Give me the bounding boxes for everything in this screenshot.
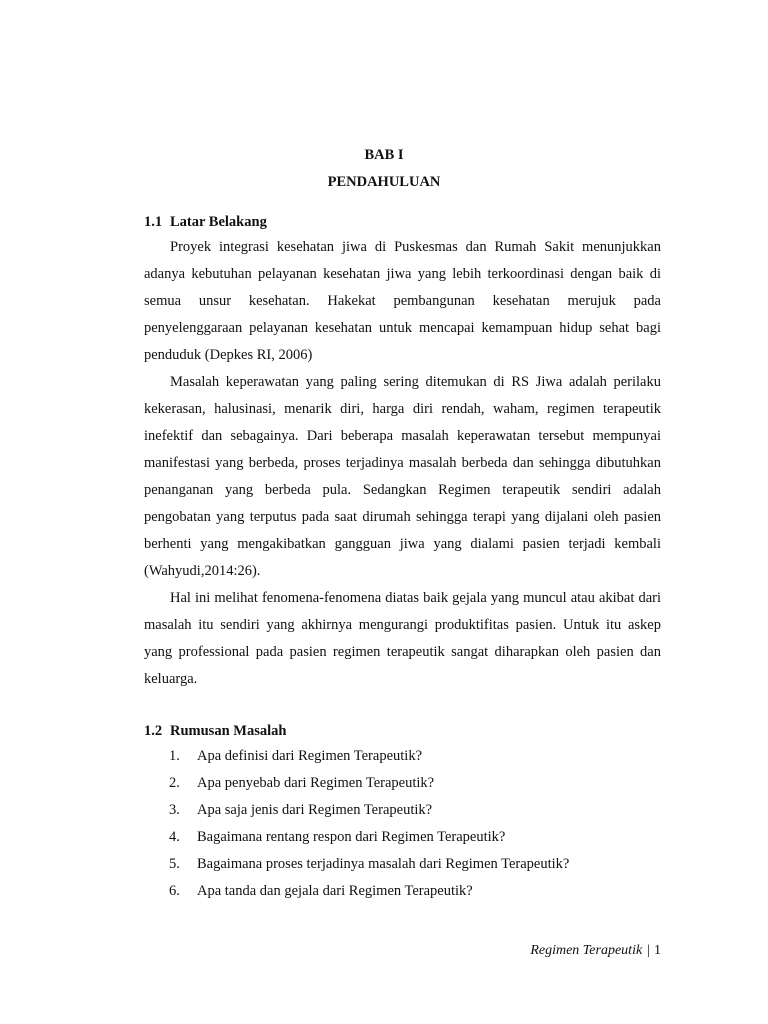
list-item — [169, 824, 569, 851]
section-number: 1.1 — [144, 214, 163, 230]
list-item-number: 3. — [169, 802, 180, 818]
footer-separator: | — [647, 943, 650, 958]
list-item-number: 2. — [169, 775, 180, 791]
question-list — [169, 743, 569, 905]
list-item — [169, 770, 569, 797]
list-item-text: Bagaimana rentang respon dari Regimen Terapeutik? — [197, 829, 506, 845]
chapter-title: PENDAHULUAN — [327, 174, 441, 190]
section-heading-rumusan-masalah — [144, 722, 286, 740]
list-item-text: Apa tanda dan gejala dari Regimen Terapeutik? — [197, 883, 473, 899]
paragraph: Hal ini melihat fenomena-fenomena diatas baik gejala yang muncul atau akibat dari masalah itu sendiri yang akhirnya mengurangi produktifitas pasien. Untuk itu askep yang professional pada pasien regimen terapeutik sangat diharapkan oleh pasien dan keluarga. — [144, 590, 661, 687]
list-item — [169, 743, 569, 770]
list-item-text: Apa saja jenis dari Regimen Terapeutik? — [197, 802, 433, 818]
list-item — [169, 878, 569, 905]
section-title: Latar Belakang — [170, 214, 267, 230]
list-item-text: Bagaimana proses terjadinya masalah dari Regimen Terapeutik? — [197, 856, 570, 872]
list-item-number: 4. — [169, 829, 180, 845]
page-footer — [530, 942, 661, 960]
latar-belakang-body — [144, 234, 661, 693]
list-item-text: Apa penyebab dari Regimen Terapeutik? — [197, 775, 435, 791]
paragraph: Proyek integrasi kesehatan jiwa di Puskesmas dan Rumah Sakit menunjukkan adanya kebutuhan pelayanan kesehatan jiwa yang lebih terkoordinasi dengan baik di semua unsur kesehatan. Hakekat pembangunan kesehatan merujuk pada penyelenggaraan pelayanan kesehatan untuk mencapai kemampuan hidup sehat bagi penduduk (Depkes RI, 2006) — [144, 239, 661, 363]
list-item — [169, 797, 569, 824]
list-item — [169, 851, 569, 878]
section-heading-latar-belakang — [144, 213, 267, 231]
list-item-text: Apa definisi dari Regimen Terapeutik? — [197, 748, 423, 764]
section-number: 1.2 — [144, 723, 163, 739]
chapter-label: BAB I — [364, 147, 404, 163]
footer-title: Regimen Terapeutik — [530, 943, 643, 958]
section-title: Rumusan Masalah — [170, 723, 287, 739]
list-item-number: 5. — [169, 856, 180, 872]
page-number: 1 — [654, 943, 661, 958]
list-item-number: 6. — [169, 883, 180, 899]
paragraph: Masalah keperawatan yang paling sering ditemukan di RS Jiwa adalah perilaku kekerasan, halusinasi, menarik diri, harga diri rendah, waham, regimen terapeutik inefektif dan sebagainya. Dari beberapa masalah keperawatan tersebut mempunyai manifestasi yang berbeda, proses terjadinya masalah berbeda dan sehingga dibutuhkan penanganan yang berbeda pula. Sedangkan Regimen terapeutik sendiri adalah pengobatan yang terputus pada saat dirumah sehingga terapi yang dijalani oleh pasien berhenti yang mengakibatkan gangguan jiwa yang dialami pasien terjadi kembali (Wahyudi,2014:26). — [144, 374, 661, 579]
list-item-number: 1. — [169, 748, 180, 764]
